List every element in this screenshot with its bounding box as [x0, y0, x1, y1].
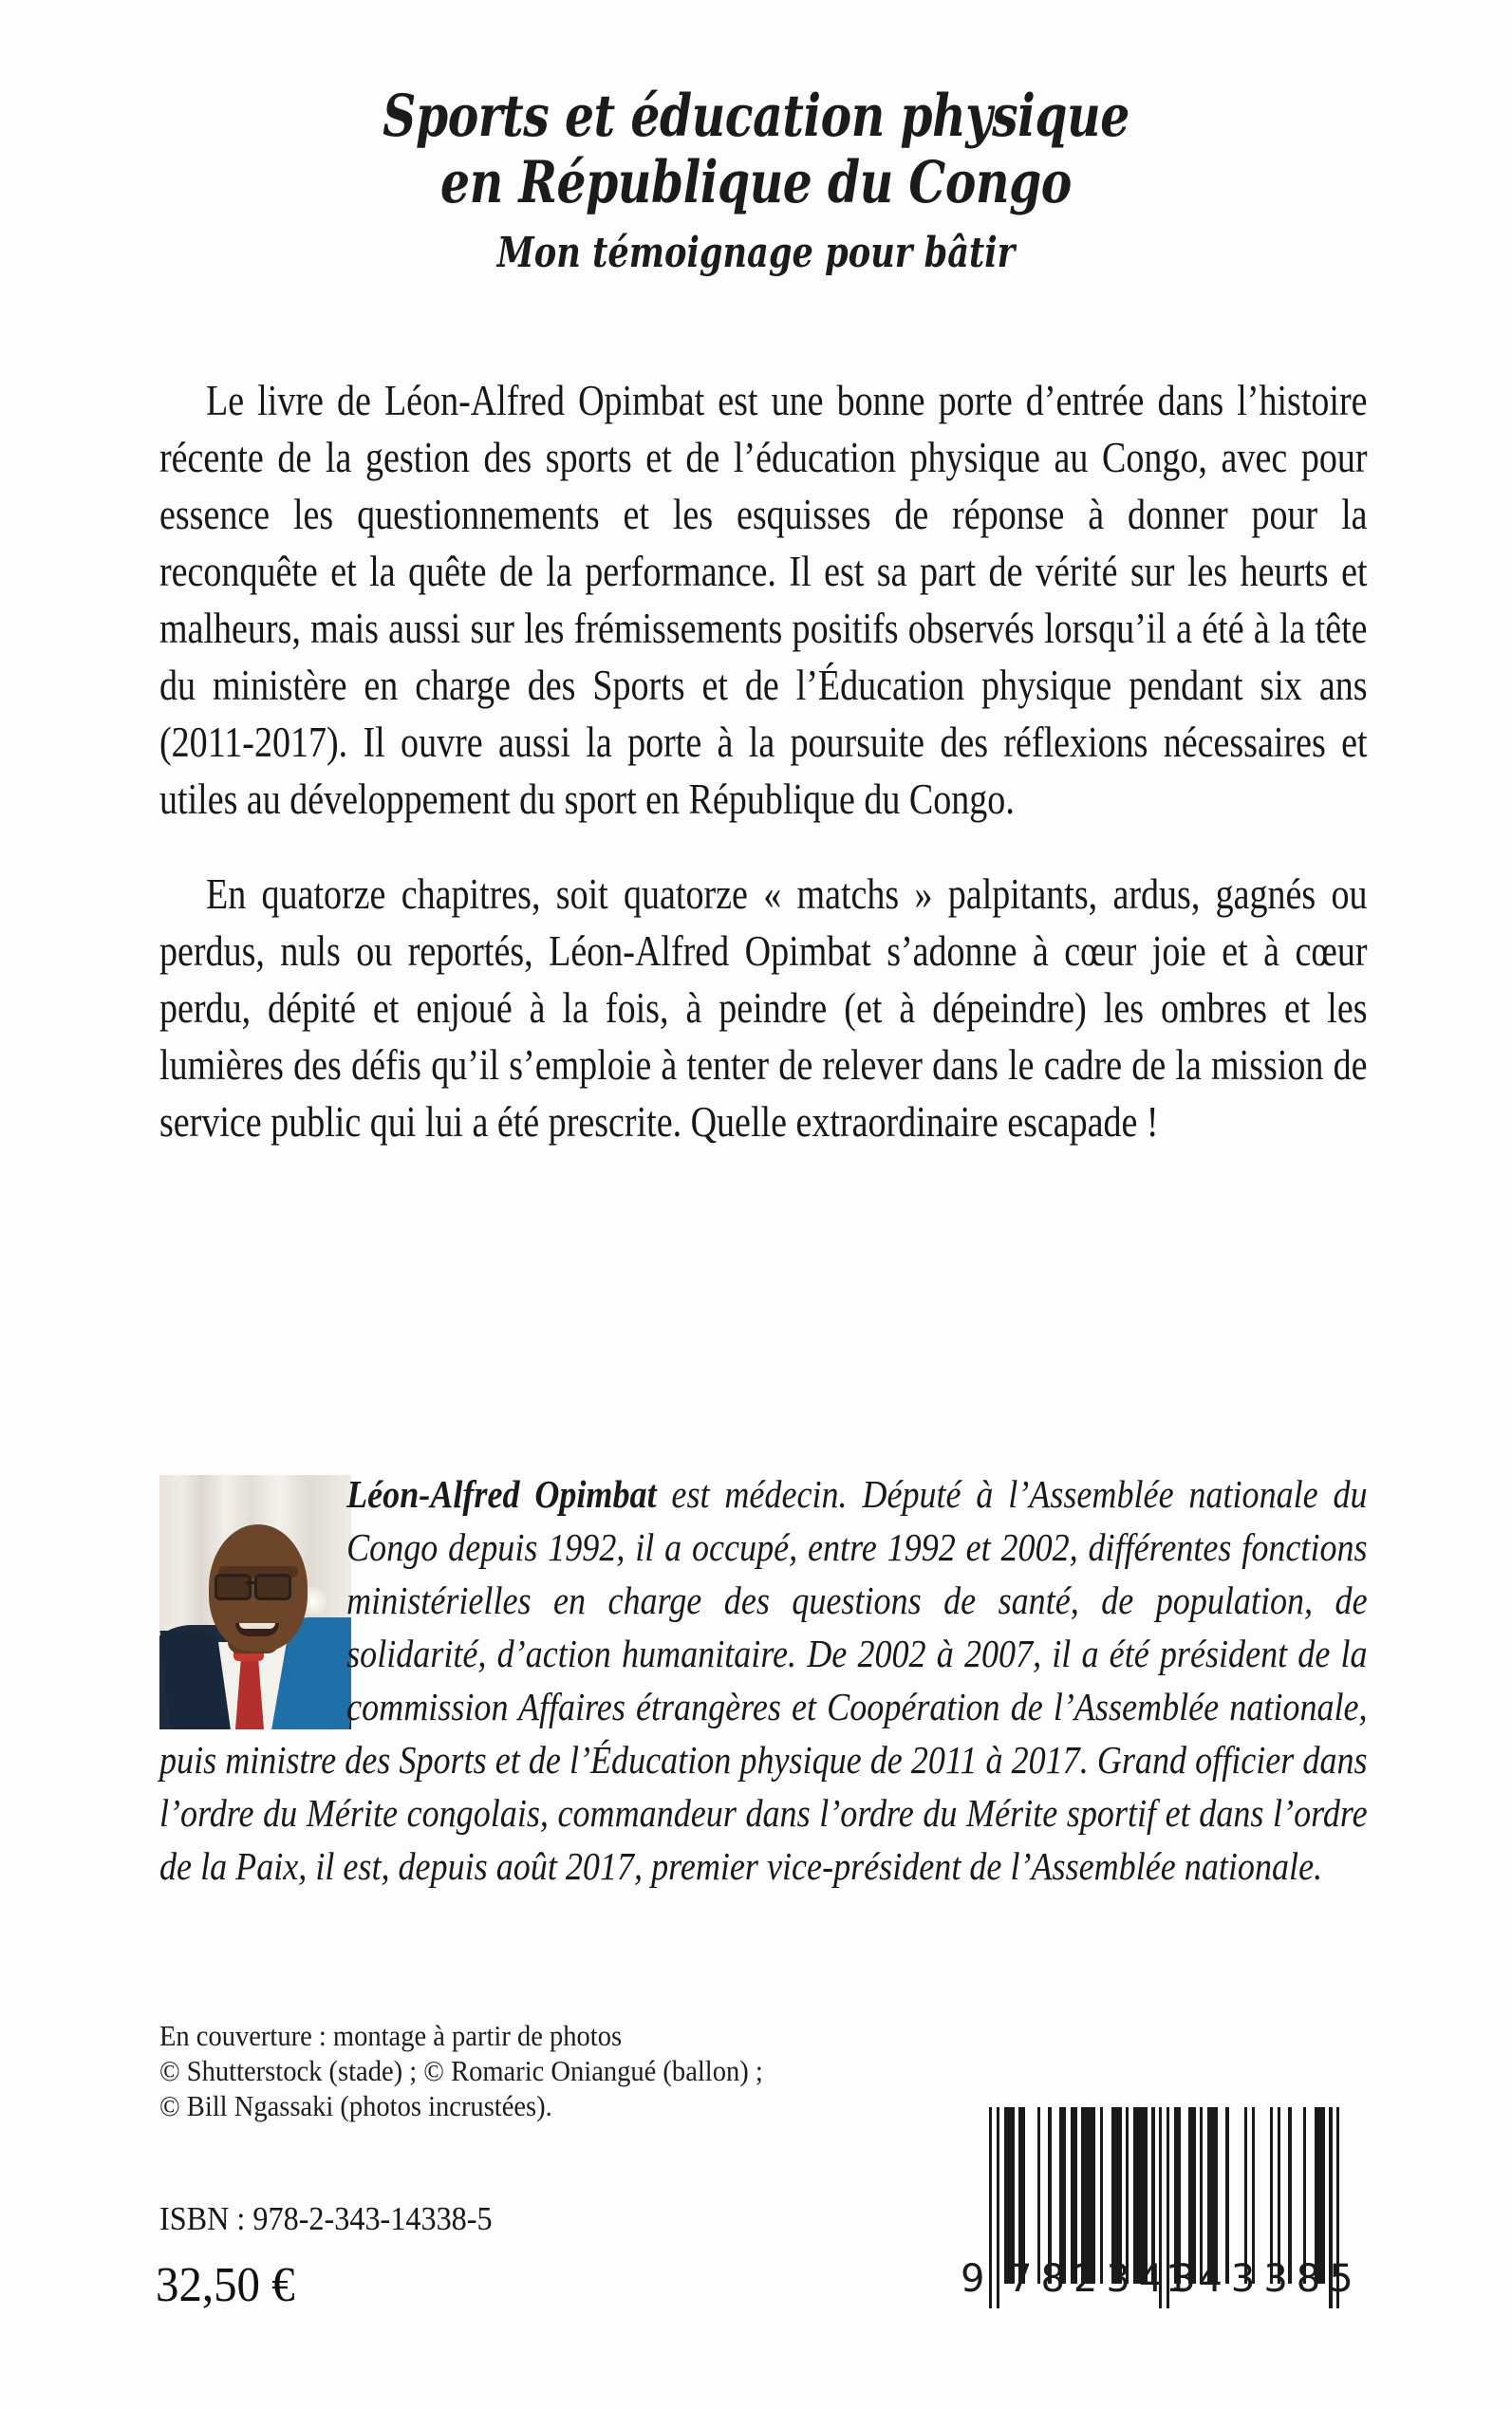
book-title-line-2: en République du Congo [440, 148, 1072, 216]
barcode-left-group: 782343 [1008, 2257, 1204, 2301]
blurb-paragraph-2: En quatorze chapitres, soit quatorze « matchs » palpitants, ardus, gagnés ou perdus, nuls ou reportés, Léon-Alfred Opimbat s’adonne à cœur joie et à cœur perdu, dépité et enjoué à la fois, à peindre (et à dépeindre) les ombres et les lumières des défis qu’il s’emploie à tenter de relever dans le cadre de la mission de service public qui lui a été prescrite. Quelle extraordinaire escapade ! [159, 870, 1368, 1146]
blurb-text [159, 372, 1368, 1150]
cover-credits-line-3: © Bill Ngassaki (photos incrustées). [159, 2089, 552, 2122]
title-block [114, 84, 1398, 279]
blurb-paragraph-1: Le livre de Léon-Alfred Opimbat est une bonne porte d’entrée dans l’histoire récente de la gestion des sports et de l’éducation physique au Congo, avec pour essence les questionnements et les esquisses de réponse à donner pour la reconquête et la quête de la performance. Il est sa part de vérité sur les heurts et malheurs, mais aussi sur les frémissements positifs observés lorsqu’il a été à la tête du ministère en charge des Sports et de l’Éducation physique pendant six ans (2011-2017). Il ouvre aussi la porte à la poursuite des réflexions nécessaires et utiles au développement du sport en République du Congo. [159, 377, 1368, 823]
cover-credits [159, 2018, 763, 2123]
author-bio-body: est médecin. Député à l’Assemblée nationale du Congo depuis 1992, il a occupé, entre 1992 et 2002, différentes fonctions ministérielles en charge des questions de santé, de population, de solidarité, d’action humanitaire. De 2002 à 2007, il a été président de la commission Affaires étrangères et Coopération de l’Assemblée nationale, puis ministre des Sports et de l’Éducation physique de 2011 à 2017. Grand officier dans l’ordre du Mérite congolais, commandeur dans l’ordre du Mérite sportif et dans l’ordre de la Paix, il est, depuis août 2017, premier vice-président de l’Assemblée nationale. [159, 1472, 1368, 1888]
ean13-barcode [959, 2107, 1362, 2344]
book-subtitle: Mon témoignage pour bâtir [496, 229, 1016, 278]
author-name: Léon-Alfred Opimbat [346, 1472, 657, 1516]
barcode-digits [959, 2257, 1362, 2305]
cover-credits-line-1: En couverture : montage à partir de photos [159, 2019, 623, 2052]
barcode-lead-digit: 9 [961, 2257, 986, 2301]
isbn-text: ISBN : 978-2-343-14338-5 [159, 2200, 493, 2237]
author-bio-text [159, 1467, 1368, 1893]
barcode-right-group: 143385 [1166, 2257, 1362, 2301]
author-bio [159, 1467, 1368, 1893]
price-text: 32,50 € [156, 2258, 295, 2312]
book-title-line-1: Sports et éducation physique [383, 83, 1129, 150]
cover-credits-line-2: © Shutterstock (stade) ; © Romaric Oniangué (ballon) ; [159, 2054, 763, 2087]
